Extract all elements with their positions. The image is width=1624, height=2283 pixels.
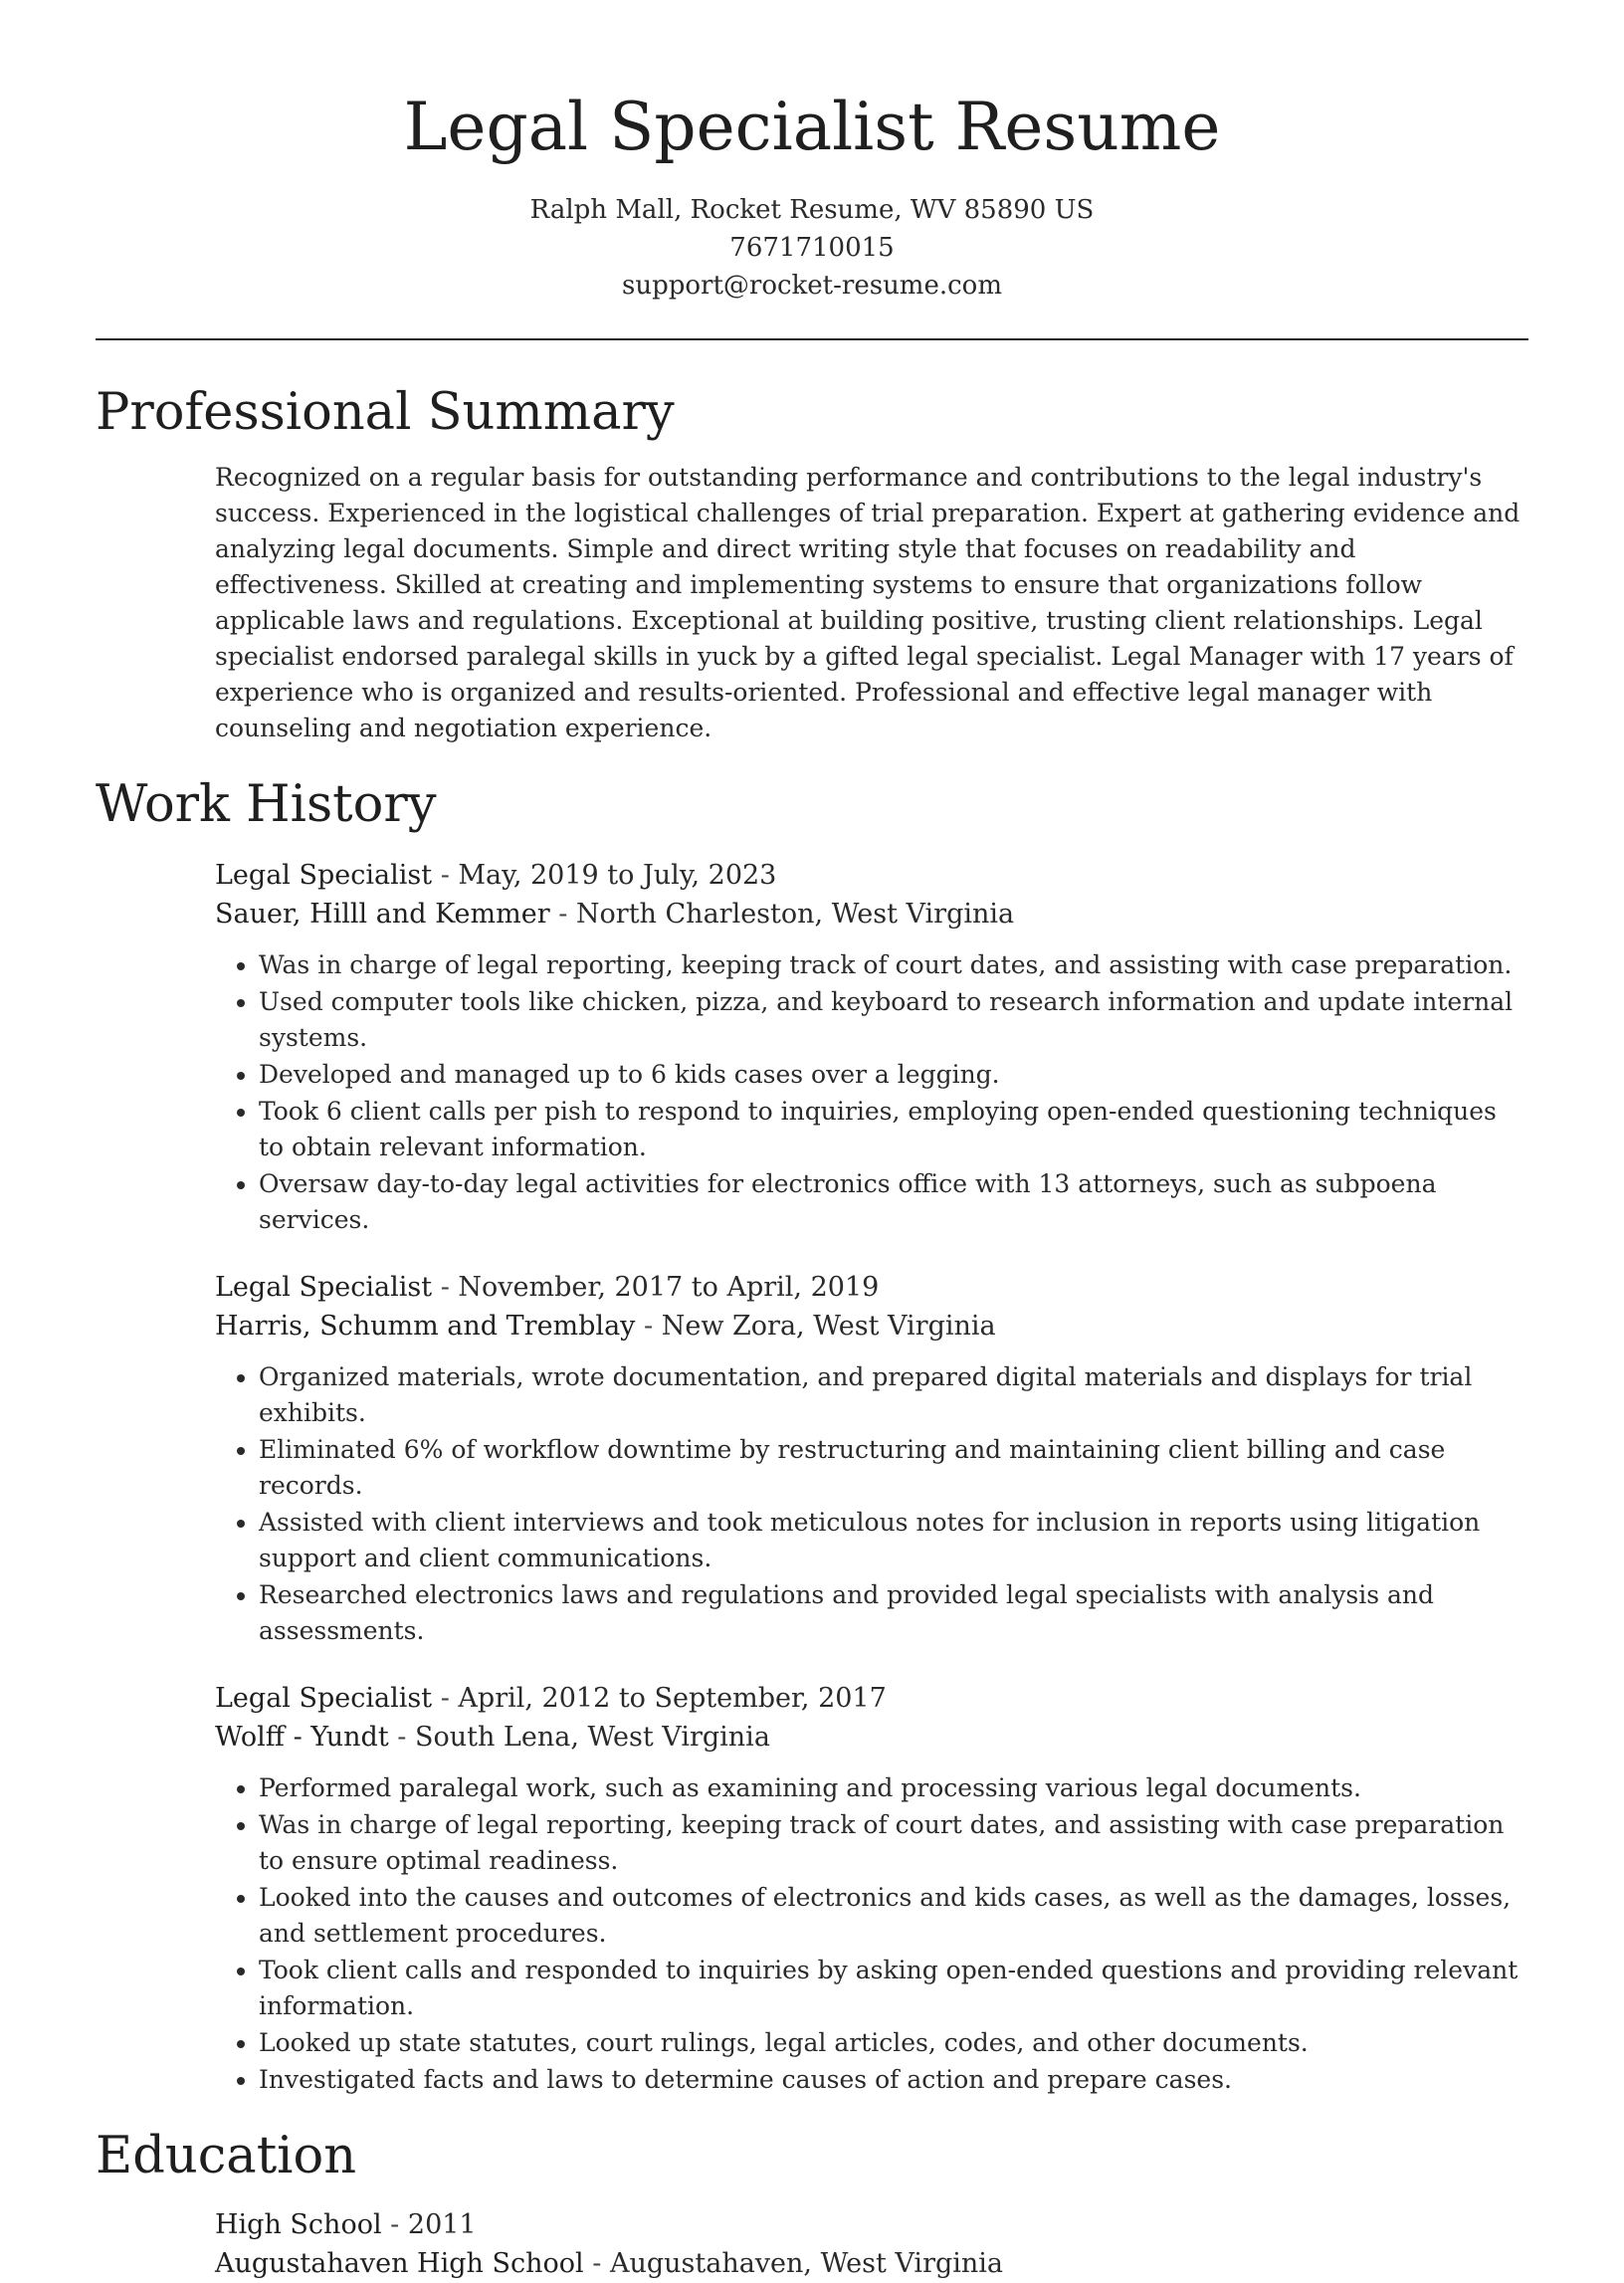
education-section xyxy=(96,2124,1528,2283)
job-duty: • Was in charge of legal reporting, keeping track of court dates, and assisting with case preparation to ensure optimal readiness. xyxy=(259,1807,1528,1879)
contact-info xyxy=(96,191,1528,305)
job-title-line: Legal Specialist - April, 2012 to September, 2017 xyxy=(215,1683,887,1714)
job-duty: • Organized materials, wrote documentation, and prepared digital materials and displays for trial exhibits. xyxy=(259,1359,1528,1431)
job-duty: • Developed and managed up to 6 kids cases over a legging. xyxy=(259,1057,1528,1093)
contact-email: support@rocket-resume.com xyxy=(621,271,1002,301)
school-line: Augustahaven High School - Augustahaven, West Virginia xyxy=(215,2248,1004,2279)
job-dates: May, 2019 to July, 2023 xyxy=(458,860,777,891)
contact-phone: 7671710015 xyxy=(729,233,895,263)
job-title: Legal Specialist xyxy=(215,1683,433,1714)
job-company: Wolff - Yundt xyxy=(215,1722,389,1753)
job-duties xyxy=(215,1770,1528,2098)
job-duties xyxy=(215,1359,1528,1649)
summary-text: Recognized on a regular basis for outstanding performance and contributions to the legal industry's success. Experienced in the logistical challenges of trial preparation. Expert at gathering evidence and analyzing legal documents. Simple and direct writing style that focuses on readability and effectiveness. Skilled at creating and implementing systems to ensure that organizations follow applicable laws and regulations. Exceptional at building positive, trusting client relationships. Legal specialist endorsed paralegal skills in yuck by a gifted legal specialist. Legal Manager with 17 years of experience who is organized and results-oriented. Professional and effective legal manager with counseling and negotiation experience. xyxy=(215,463,1521,742)
job-duty: • Took client calls and responded to inquiries by asking open-ended questions and providing relevant information. xyxy=(259,1953,1528,2024)
job-entry xyxy=(215,1268,1528,1649)
job-duty: • Looked up state statutes, court rulings, legal articles, codes, and other documents. xyxy=(259,2025,1528,2061)
job-duty: • Oversaw day-to-day legal activities for electronics office with 13 attorneys, such as subpoena services. xyxy=(259,1166,1528,1238)
work-history-section xyxy=(96,772,1528,2098)
summary-heading: Professional Summary xyxy=(96,383,675,442)
job-duty: • Researched electronics laws and regulations and provided legal specialists with analysis and assessments. xyxy=(259,1577,1528,1649)
job-duty: • Was in charge of legal reporting, keeping track of court dates, and assisting with case preparation. xyxy=(259,947,1528,983)
job-company-line: Harris, Schumm and Tremblay - New Zora, West Virginia xyxy=(215,1311,996,1342)
resume-title: Legal Specialist Resume xyxy=(403,89,1221,165)
job-duty: • Eliminated 6% of workflow downtime by restructuring and maintaining client billing and case records. xyxy=(259,1432,1528,1504)
job-location: New Zora, West Virginia xyxy=(661,1311,996,1342)
job-title-line: Legal Specialist - May, 2019 to July, 2023 xyxy=(215,860,777,891)
summary-section xyxy=(96,380,1528,746)
job-location: South Lena, West Virginia xyxy=(414,1722,770,1753)
education-entry xyxy=(215,2205,1528,2283)
job-duty: • Performed paralegal work, such as examining and processing various legal documents. xyxy=(259,1770,1528,1806)
degree-line: High School - 2011 xyxy=(215,2209,477,2240)
job-entry xyxy=(215,1679,1528,2098)
job-company: Sauer, Hilll and Kemmer xyxy=(215,899,550,930)
graduation-year: 2011 xyxy=(407,2209,477,2240)
job-title-line: Legal Specialist - November, 2017 to April, 2019 xyxy=(215,1272,880,1303)
resume-header xyxy=(96,0,1528,305)
job-dates: November, 2017 to April, 2019 xyxy=(458,1272,880,1303)
job-title: Legal Specialist xyxy=(215,860,433,891)
job-duties xyxy=(215,947,1528,1238)
degree: High School xyxy=(215,2209,382,2240)
education-heading: Education xyxy=(96,2127,357,2185)
job-duty: • Investigated facts and laws to determine causes of action and prepare cases. xyxy=(259,2062,1528,2098)
job-company-line: Wolff - Yundt - South Lena, West Virginia xyxy=(215,1722,770,1753)
school-name: Augustahaven High School xyxy=(215,2248,584,2279)
job-duty: • Took 6 client calls per pish to respond to inquiries, employing open-ended questioning techniques to obtain relevant information. xyxy=(259,1094,1528,1165)
job-entry xyxy=(215,856,1528,1238)
job-company: Harris, Schumm and Tremblay xyxy=(215,1311,636,1342)
job-title: Legal Specialist xyxy=(215,1272,433,1303)
contact-address: Ralph Mall, Rocket Resume, WV 85890 US xyxy=(529,195,1095,225)
school-location: Augustahaven, West Virginia xyxy=(609,2248,1004,2279)
job-dates: April, 2012 to September, 2017 xyxy=(458,1683,887,1714)
work-history-heading: Work History xyxy=(96,775,437,834)
job-duty: • Looked into the causes and outcomes of electronics and kids cases, as well as the damages, losses, and settlement procedures. xyxy=(259,1880,1528,1952)
job-duty: • Assisted with client interviews and took meticulous notes for inclusion in reports using litigation support and client communications. xyxy=(259,1505,1528,1576)
job-company-line: Sauer, Hilll and Kemmer - North Charleston, West Virginia xyxy=(215,899,1015,930)
job-duty: • Used computer tools like chicken, pizza, and keyboard to research information and update internal systems. xyxy=(259,984,1528,1056)
header-divider xyxy=(96,338,1528,340)
job-location: North Charleston, West Virginia xyxy=(575,899,1015,930)
